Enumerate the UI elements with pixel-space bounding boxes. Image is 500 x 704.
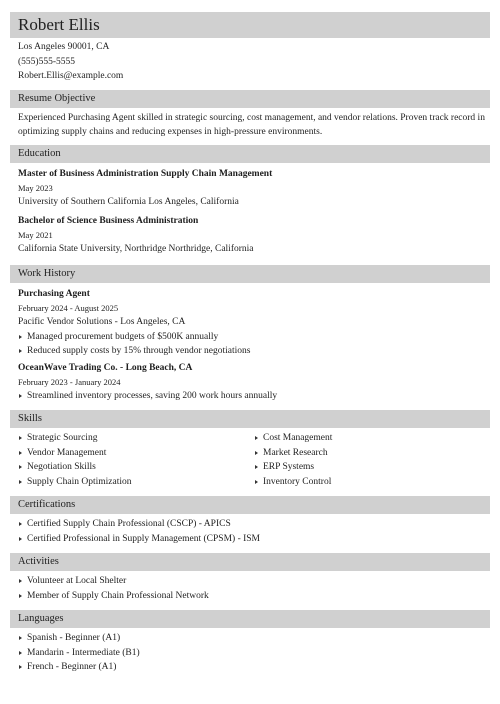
skill-text: Negotiation Skills [27, 462, 96, 472]
objective-heading: Resume Objective [10, 90, 490, 108]
bullet-icon [255, 465, 258, 469]
bullet-icon [19, 349, 22, 353]
list-item [254, 431, 490, 446]
activities-list [18, 574, 490, 603]
job-title: OceanWave Trading Co. - Long Beach, CA [18, 362, 193, 373]
activities-heading: Activities [10, 553, 490, 571]
objective-section [10, 108, 490, 139]
education-school: California State University, Northridge Northridge, California [18, 243, 254, 254]
list-item [18, 446, 254, 461]
education-date: May 2023 [18, 182, 53, 193]
job-bullet-text: Reduced supply costs by 15% through vendor negotiations [27, 346, 251, 356]
bullet-icon [19, 436, 22, 440]
education-school: University of Southern California Los Angeles, California [18, 196, 239, 207]
list-item [18, 475, 254, 490]
list-item [18, 517, 490, 532]
job-title: Purchasing Agent [18, 288, 90, 299]
bullet-icon [255, 451, 258, 455]
list-item [254, 446, 490, 461]
bullet-icon [255, 436, 258, 440]
job-bullet-text: Managed procurement budgets of $500K annually [27, 331, 219, 342]
list-item [254, 475, 490, 490]
bullet-icon [19, 451, 22, 455]
certification-text: Certified Professional in Supply Management (CPSM) - ISM [27, 533, 260, 544]
bullet-icon [19, 394, 22, 398]
education-degree: Bachelor of Science Business Administration [18, 215, 199, 226]
candidate-name: Robert Ellis [10, 12, 490, 38]
list-item [18, 460, 254, 475]
education-heading: Education [10, 145, 490, 163]
contact-phone: (555)555-5555 [18, 56, 75, 67]
job-dates: February 2024 - August 2025 [18, 302, 119, 313]
languages-heading: Languages [10, 610, 490, 628]
skill-text: Cost Management [263, 433, 333, 443]
list-item [18, 330, 490, 345]
contact-block [10, 38, 490, 84]
certifications-section [10, 514, 490, 546]
bullet-icon [19, 537, 22, 541]
education-degree: Master of Business Administration Supply Chain Management [18, 168, 273, 179]
list-item [18, 631, 490, 646]
skills-section [10, 428, 490, 489]
list-item [18, 431, 254, 446]
work-heading: Work History [10, 265, 490, 283]
skill-text: Market Research [263, 447, 328, 458]
list-item [18, 532, 490, 547]
list-item [254, 460, 490, 475]
work-section [10, 283, 490, 404]
education-date: May 2021 [18, 229, 53, 240]
list-item [18, 389, 490, 404]
contact-address: Los Angeles 90001, CA [18, 42, 110, 52]
job-bullet-text: Streamlined inventory processes, saving 200 work hours annually [27, 390, 278, 401]
job-bullets [18, 389, 490, 404]
bullet-icon [255, 480, 258, 484]
bullet-icon [19, 579, 22, 583]
bullet-icon [19, 594, 22, 598]
bullet-icon [19, 522, 22, 526]
bullet-icon [19, 636, 22, 640]
job-bullets [18, 330, 490, 359]
list-item [18, 344, 490, 359]
list-item [18, 646, 490, 661]
bullet-icon [19, 651, 22, 655]
skills-right-list [254, 431, 490, 489]
language-text: French - Beginner (A1) [27, 662, 117, 672]
skill-text: ERP Systems [263, 462, 315, 472]
list-item [18, 660, 490, 675]
certification-text: Certified Supply Chain Professional (CSCP) - APICS [27, 519, 231, 529]
certifications-list [18, 517, 490, 546]
language-text: Mandarin - Intermediate (B1) [27, 647, 140, 658]
list-item [18, 574, 490, 589]
skill-text: Supply Chain Optimization [27, 476, 132, 487]
bullet-icon [19, 480, 22, 484]
activities-section [10, 571, 490, 603]
skills-heading: Skills [10, 410, 490, 428]
bullet-icon [19, 335, 22, 339]
list-item [18, 589, 490, 604]
bullet-icon [19, 665, 22, 669]
job-company: Pacific Vendor Solutions - Los Angeles, CA [18, 316, 186, 327]
activity-text: Member of Supply Chain Professional Network [27, 590, 209, 601]
contact-email: Robert.Ellis@example.com [18, 71, 124, 81]
objective-text: Experienced Purchasing Agent skilled in strategic sourcing, cost management, and vendor relations. Proven track record in optimizing supply chains and reducing expenses in high-pressure environments. [18, 112, 485, 137]
skill-text: Vendor Management [27, 447, 107, 458]
education-section [10, 163, 490, 257]
skill-text: Strategic Sourcing [27, 433, 98, 443]
language-text: Spanish - Beginner (A1) [27, 633, 121, 643]
job-dates: February 2023 - January 2024 [18, 376, 121, 387]
languages-list [18, 631, 490, 675]
skill-text: Inventory Control [263, 476, 332, 487]
bullet-icon [19, 465, 22, 469]
activity-text: Volunteer at Local Shelter [27, 576, 127, 586]
skills-left-list [18, 431, 254, 489]
certifications-heading: Certifications [10, 496, 490, 514]
languages-section [10, 628, 490, 675]
